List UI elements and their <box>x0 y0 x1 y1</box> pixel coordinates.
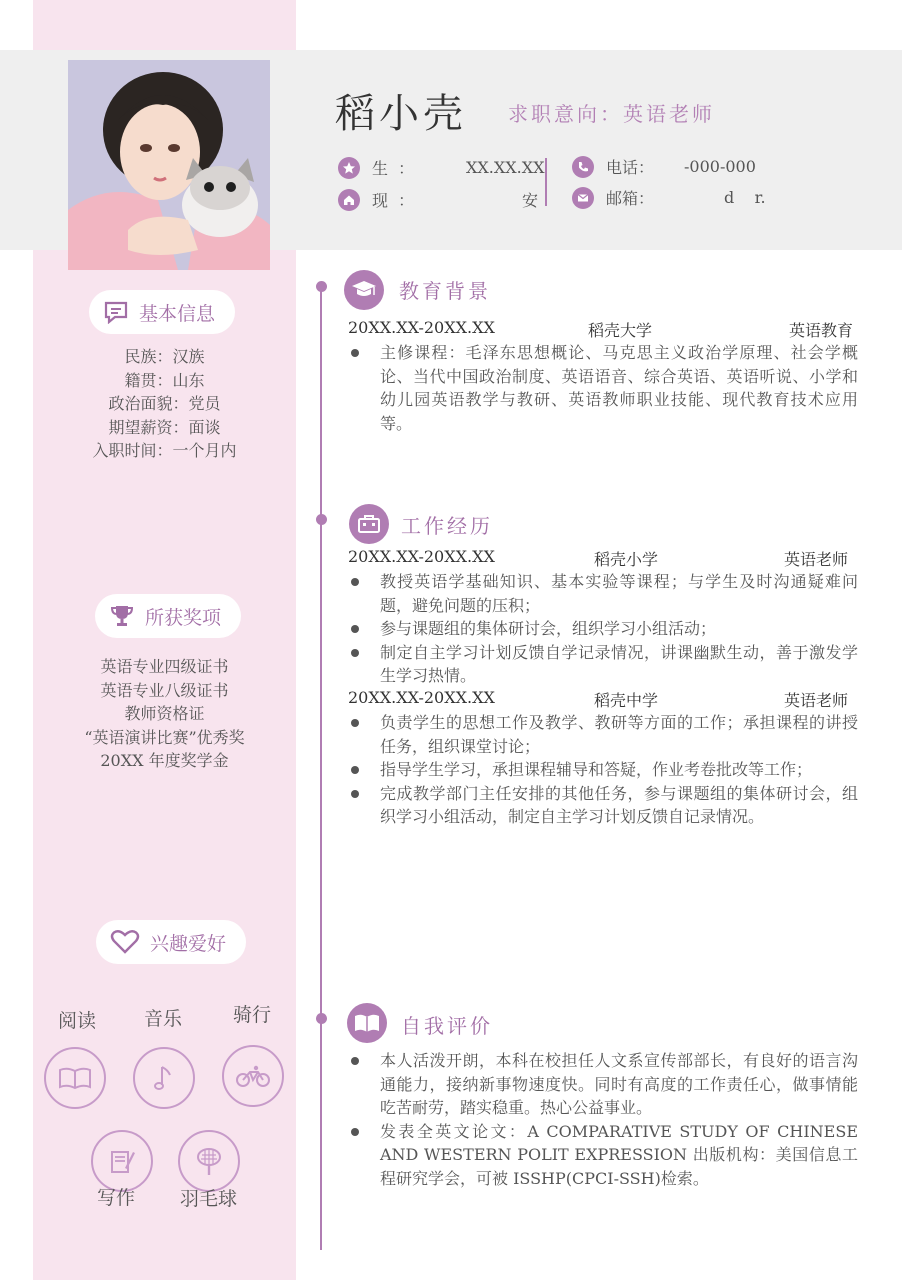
open-book-icon <box>347 1003 387 1043</box>
hobbies-title: 兴趣爱好 <box>150 932 227 955</box>
job-role: 英语老师 <box>783 550 848 569</box>
hobby-label-cycling: 骑行 <box>233 1004 272 1026</box>
chat-bubble-icon <box>103 300 129 324</box>
book-icon <box>44 1047 106 1109</box>
timeline-dot <box>316 514 327 525</box>
timeline-dot <box>316 281 327 292</box>
timeline-dot <box>316 1013 327 1024</box>
list-item: 参与课题组的集体研讨会，组织学习小组活动； <box>348 617 858 641</box>
list-item: 负责学生的思想工作及教学、教研等方面的工作；承担课程的讲授任务，组织课堂讨论； <box>348 711 858 758</box>
list-item: 指导学生学习，承担课程辅导和答疑，作业考卷批改等工作； <box>348 758 858 782</box>
hobby-label-writing: 写作 <box>97 1187 136 1209</box>
job-org: 稻壳小学 <box>594 550 659 569</box>
job-org: 稻壳中学 <box>594 691 659 710</box>
briefcase-icon <box>349 504 389 544</box>
mail-icon <box>572 187 594 209</box>
awards-heading <box>95 594 241 638</box>
home-icon <box>338 189 360 211</box>
phone-value: -000-000 <box>684 157 756 176</box>
job-date: 20XX.XX-20XX.XX <box>348 547 495 566</box>
phone-row <box>572 155 756 178</box>
birth-label: 生 ： <box>372 159 415 178</box>
award-item: “英语演讲比赛”优秀奖 <box>84 727 245 747</box>
residence-label: 现 ： <box>372 191 415 210</box>
birth-value: XX.XX.XX <box>466 158 545 177</box>
header-divider <box>545 158 547 206</box>
residence-row <box>338 188 538 211</box>
basic-info-item: 入职时间：一个月内 <box>92 441 237 460</box>
graduation-cap-icon <box>344 270 384 310</box>
education-title: 教育背景 <box>399 279 491 303</box>
hobby-label-music: 音乐 <box>144 1008 183 1030</box>
email-value: d r. <box>724 188 766 207</box>
basic-info-list <box>33 345 296 463</box>
job-objective: 求职意向：英语老师 <box>508 102 715 126</box>
email-row <box>572 186 766 209</box>
list-item: 制定自主学习计划反馈自学记录情况，讲课幽默生动，善于激发学生学习热情。 <box>348 641 858 688</box>
candidate-name: 稻小壳 <box>335 91 467 137</box>
education-major: 英语教育 <box>788 321 853 340</box>
profile-photo <box>68 60 270 270</box>
award-item: 英语专业四级证书 <box>100 657 229 676</box>
residence-value: 安 <box>522 191 539 210</box>
self-eval-title: 自我评价 <box>401 1014 493 1038</box>
trophy-icon <box>109 603 135 629</box>
hobby-label-reading: 阅读 <box>58 1010 97 1032</box>
work-entry-header <box>348 688 853 710</box>
birth-row <box>338 156 545 179</box>
list-item: 完成教学部门主任安排的其他任务，参与课题组的集体研讨会，组织学习小组活动，制定自主学习计划反馈自记录情况。 <box>348 782 858 829</box>
education-entry-header <box>348 318 853 340</box>
job-bullets <box>348 570 858 688</box>
awards-title: 所获奖项 <box>145 606 222 629</box>
award-item: 20XX 年度奖学金 <box>100 751 229 770</box>
star-icon <box>338 157 360 179</box>
award-item: 教师资格证 <box>124 704 205 723</box>
phone-icon <box>572 156 594 178</box>
phone-label: 电话： <box>606 158 655 177</box>
bicycle-icon <box>222 1045 284 1107</box>
basic-info-heading <box>89 290 235 334</box>
education-bullets <box>348 341 858 435</box>
job-bullets <box>348 711 858 829</box>
list-item: 本人活泼开朗，本科在校担任人文系宣传部部长，有良好的语言沟通能力，接纳新事物速度快。同时有高度的工作责任心，做事情能吃苦耐劳，踏实稳重。热心公益事业。 <box>348 1049 858 1120</box>
basic-info-item: 政治面貌：党员 <box>108 394 221 413</box>
education-school: 稻壳大学 <box>588 321 653 340</box>
music-note-icon <box>133 1047 195 1109</box>
hobbies-heading <box>96 920 246 964</box>
list-item: 教授英语学基础知识、基本实验等课程；与学生及时沟通疑难问题，避免问题的压积； <box>348 570 858 617</box>
basic-info-item: 民族：汉族 <box>124 347 205 366</box>
work-title: 工作经历 <box>401 514 493 538</box>
heart-icon <box>110 929 140 955</box>
job-date: 20XX.XX-20XX.XX <box>348 688 495 707</box>
basic-info-title: 基本信息 <box>139 302 216 325</box>
award-item: 英语专业八级证书 <box>100 680 229 700</box>
timeline-line <box>320 282 322 1250</box>
self-eval-bullets <box>348 1049 858 1190</box>
badminton-icon <box>178 1130 240 1192</box>
list-item: 主修课程：毛泽东思想概论、马克思主义政治学原理、社会学概论、当代中国政治制度、英语语音、综合英语、英语听说、小学和幼儿园英语教学与教研、英语教师职业技能、现代教育技术应用等。 <box>348 341 858 435</box>
hobby-label-badminton: 羽毛球 <box>180 1188 238 1210</box>
awards-list <box>33 655 296 773</box>
work-entry-header <box>348 547 853 569</box>
list-item: 发表全英文论文：A COMPARATIVE STUDY OF CHINESE AND WESTERN POLIT EXPRESSION 出版机构：美国信息工程研究学会，可被 ISSHP(CPCI-SSH)检索。 <box>348 1120 858 1191</box>
basic-info-item: 期望薪资：面谈 <box>108 417 221 437</box>
basic-info-item: 籍贯：山东 <box>124 370 205 390</box>
job-role: 英语老师 <box>783 691 848 710</box>
email-label: 邮箱： <box>606 189 655 208</box>
education-date: 20XX.XX-20XX.XX <box>348 318 495 337</box>
